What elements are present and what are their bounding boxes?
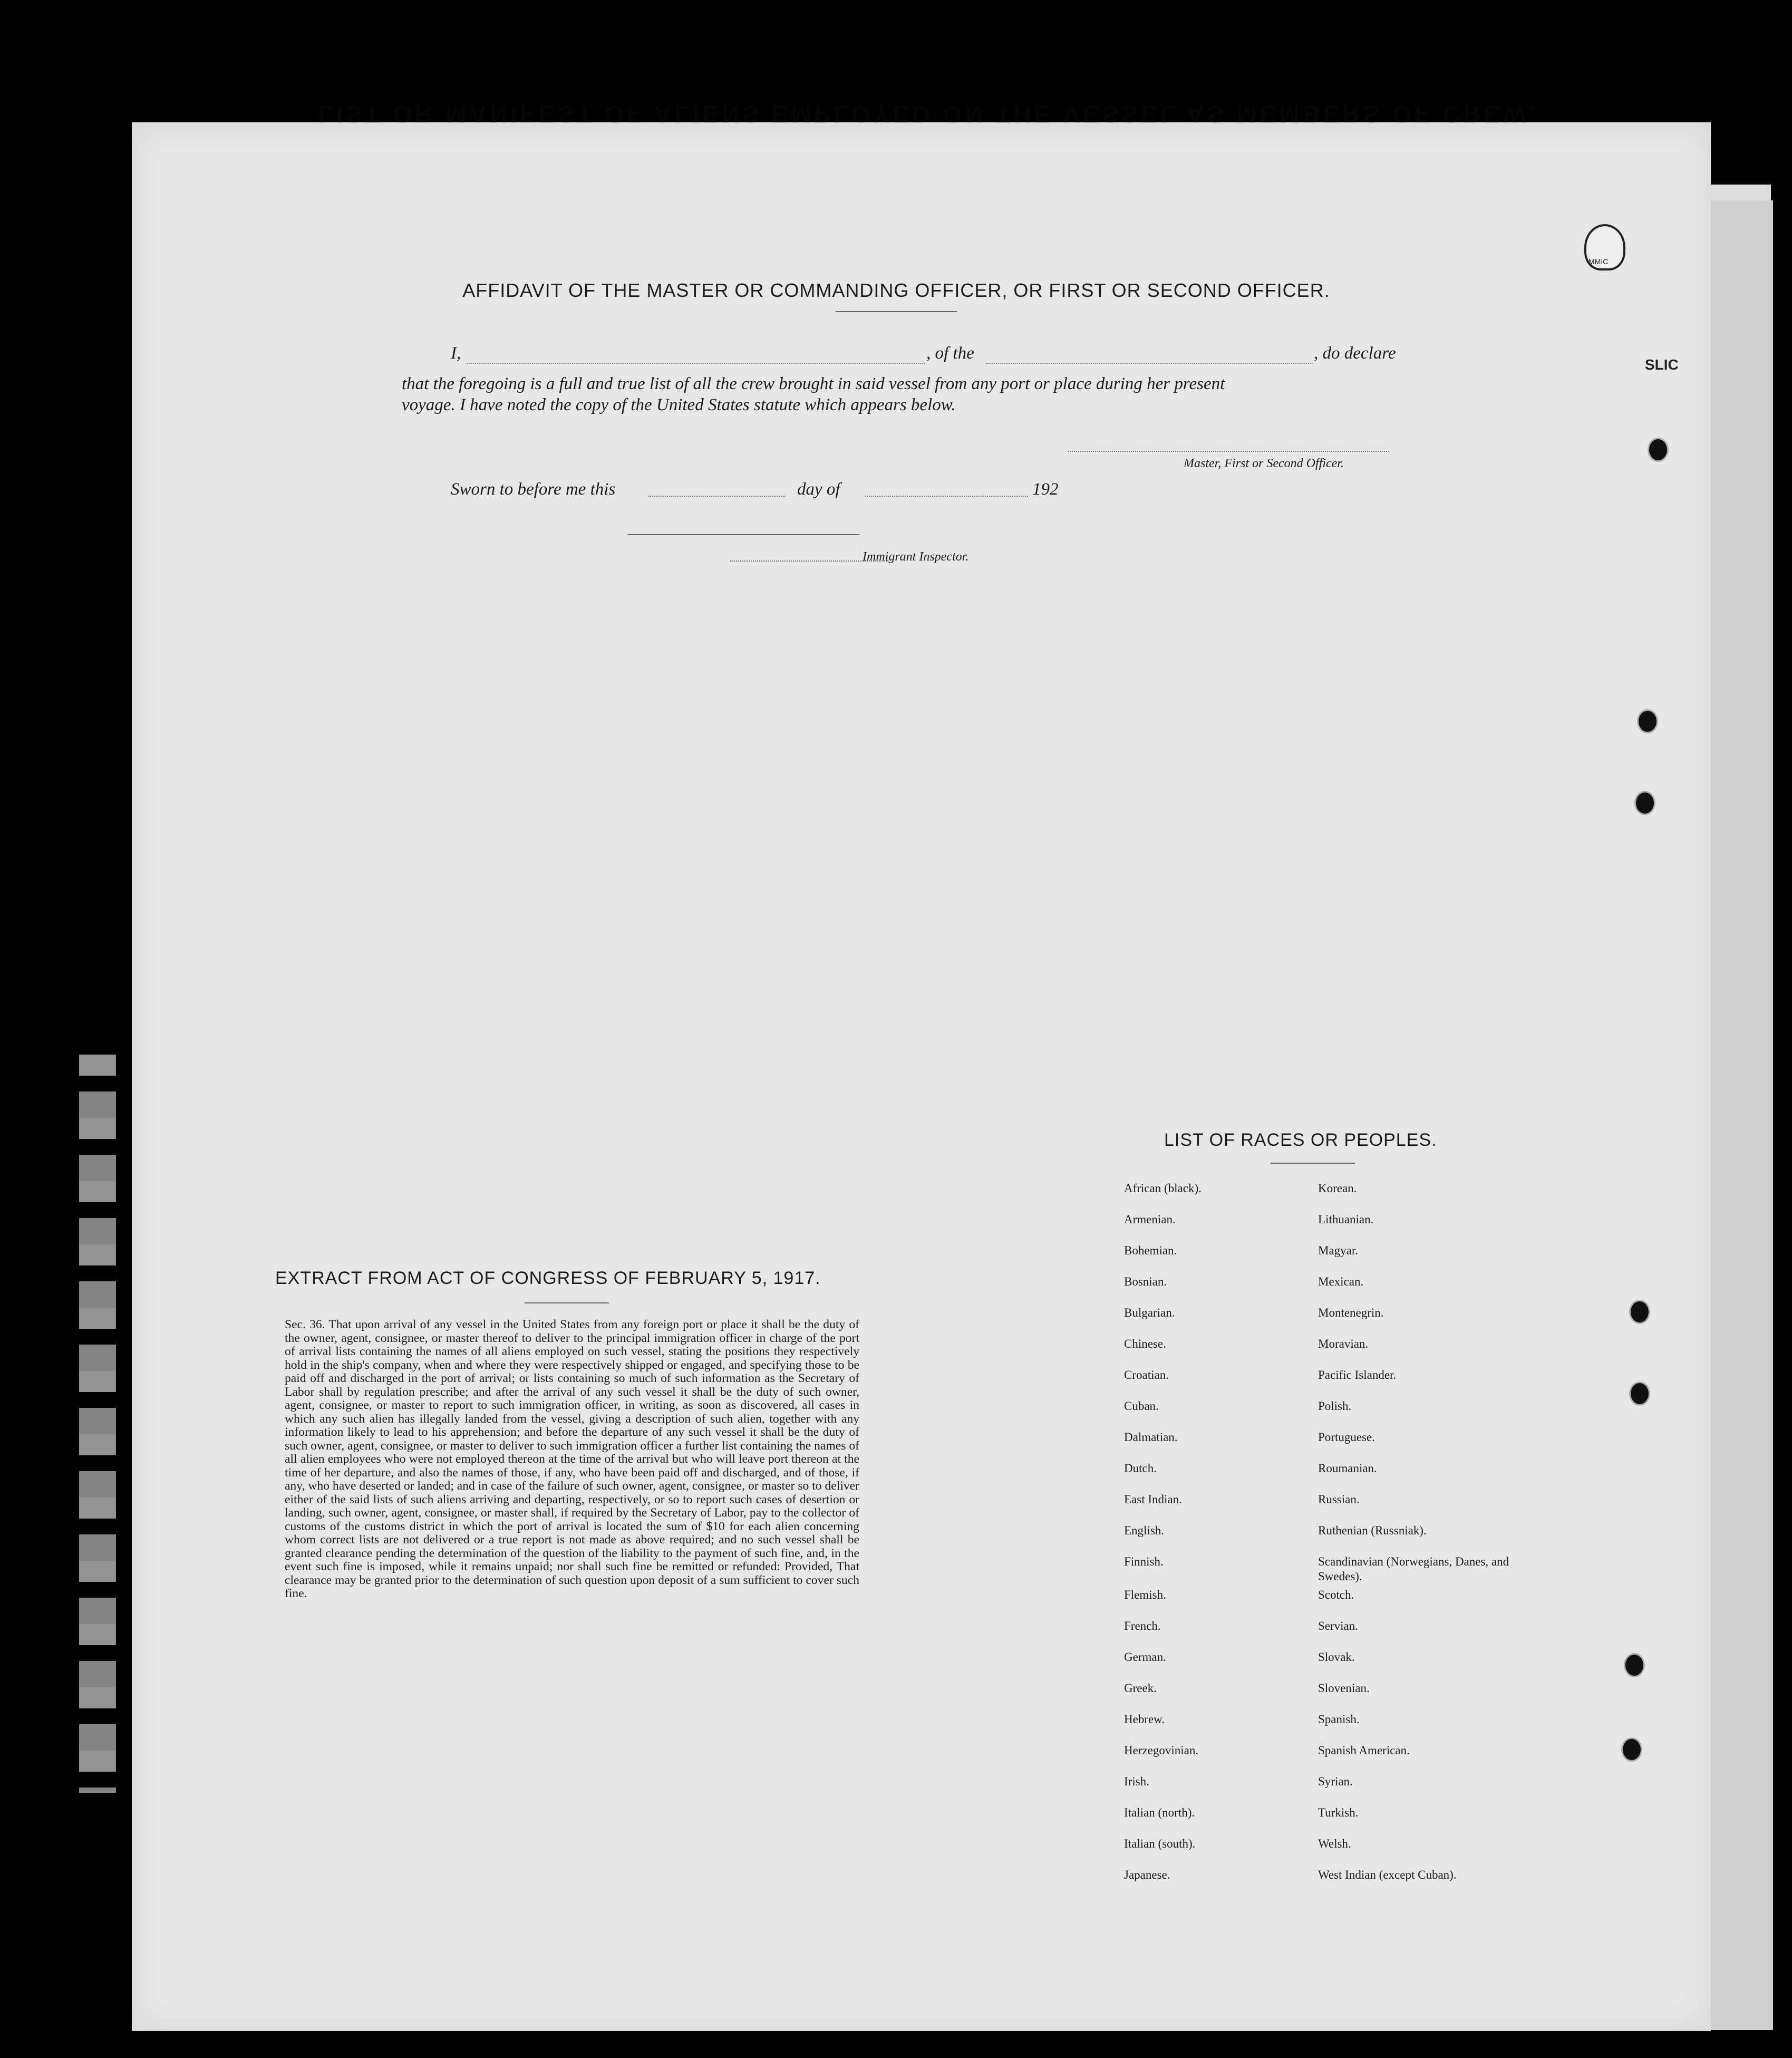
- race-item: Herzegovinian.: [1124, 1744, 1199, 1757]
- race-item: French.: [1124, 1619, 1161, 1632]
- race-item: Spanish.: [1318, 1713, 1360, 1726]
- race-item: Russian.: [1318, 1493, 1360, 1506]
- race-item: Scandinavian (Norwegians, Danes, and Swedes).: [1318, 1555, 1509, 1583]
- punch-hole-icon: [1634, 791, 1655, 815]
- race-item: Bulgarian.: [1124, 1306, 1175, 1319]
- race-item: Polish.: [1318, 1399, 1352, 1413]
- race-item: Slovenian.: [1318, 1682, 1370, 1695]
- race-item: Montenegrin.: [1318, 1306, 1384, 1319]
- affidavit-line-3: voyage. I have noted the copy of the United States statute which appears below.: [402, 395, 956, 414]
- race-item: German.: [1124, 1650, 1166, 1664]
- races-underline: [1271, 1163, 1355, 1164]
- race-item: Slovak.: [1318, 1650, 1355, 1664]
- race-item: Italian (north).: [1124, 1806, 1195, 1819]
- race-item: Greek.: [1124, 1682, 1157, 1695]
- race-item: Chinese.: [1124, 1337, 1166, 1350]
- statute-text: [253, 1318, 859, 1601]
- race-item: Croatian.: [1124, 1368, 1169, 1381]
- race-item: Flemish.: [1124, 1588, 1166, 1601]
- affidavit-of-the: , of the: [926, 344, 974, 363]
- races-title: LIST OF RACES OR PEOPLES.: [1164, 1130, 1437, 1150]
- race-item: West Indian (except Cuban).: [1318, 1868, 1457, 1881]
- race-item: Bosnian.: [1124, 1275, 1167, 1288]
- race-item: Turkish.: [1318, 1806, 1359, 1819]
- title-underline: [836, 311, 957, 312]
- signature-line: [1068, 451, 1389, 452]
- race-item: Japanese.: [1124, 1868, 1170, 1881]
- affidavit-declare: , do declare: [1314, 344, 1396, 363]
- race-item: Pacific Islander.: [1318, 1368, 1397, 1381]
- races-left-column: [1124, 1181, 1324, 1899]
- race-item: Armenian.: [1124, 1213, 1176, 1226]
- vessel-blank-line: [986, 363, 1313, 364]
- race-item: English.: [1124, 1524, 1165, 1537]
- race-item: Dutch.: [1124, 1462, 1157, 1475]
- race-item: Scotch.: [1318, 1588, 1354, 1601]
- race-item: African (black).: [1124, 1182, 1202, 1195]
- statute-underline: [525, 1302, 609, 1303]
- punch-hole-icon: [1648, 438, 1669, 462]
- underlying-sheet-edge: [1703, 200, 1773, 2030]
- punch-hole-icon: [1621, 1737, 1642, 1762]
- corner-text: SLIC: [1645, 356, 1679, 373]
- race-item: Irish.: [1124, 1775, 1149, 1788]
- punch-hole-icon: [1629, 1381, 1650, 1406]
- race-item: East Indian.: [1124, 1493, 1182, 1506]
- tab-text: MMIC: [1588, 257, 1609, 266]
- race-item: Magyar.: [1318, 1244, 1359, 1257]
- race-item: Bohemian.: [1124, 1244, 1177, 1257]
- punch-hole-icon: [1629, 1300, 1650, 1324]
- affidavit-i: I,: [451, 344, 461, 363]
- race-item: Welsh.: [1318, 1837, 1351, 1850]
- sworn-text: Sworn to before me this: [451, 480, 616, 499]
- race-item: Finnish.: [1124, 1555, 1164, 1568]
- race-item: Servian.: [1318, 1619, 1359, 1632]
- race-item: Cuban.: [1124, 1399, 1159, 1413]
- race-item: Korean.: [1318, 1182, 1357, 1195]
- signature-caption: Master, First or Second Officer.: [1184, 457, 1344, 470]
- race-item: Dalmatian.: [1124, 1431, 1178, 1444]
- year-text: 192: [1032, 480, 1059, 499]
- race-item: Syrian.: [1318, 1775, 1353, 1788]
- races-right-column: [1318, 1181, 1518, 1899]
- race-item: Roumanian.: [1318, 1462, 1377, 1475]
- race-item: Lithuanian.: [1318, 1213, 1374, 1226]
- inspector-caption: Immigrant Inspector.: [863, 550, 969, 564]
- race-item: Italian (south).: [1124, 1837, 1196, 1850]
- punch-hole-icon: [1637, 709, 1658, 733]
- affidavit-title: AFFIDAVIT OF THE MASTER OR COMMANDING OFFICER, OR FIRST OR SECOND OFFICER.: [462, 279, 1330, 301]
- sworn-month-line: [865, 496, 1028, 497]
- torn-left-edge: [79, 1055, 116, 1793]
- race-item: Mexican.: [1318, 1275, 1364, 1288]
- bleed-through-header: LIST OR MANIFEST OF ALIENS EMPLOYED ON THE VESSEL AS MEMBERS OF CREW.: [318, 101, 1538, 128]
- punch-hole-icon: [1624, 1653, 1645, 1677]
- statute-title: EXTRACT FROM ACT OF CONGRESS OF FEBRUARY 5, 1917.: [275, 1268, 821, 1288]
- race-item: Portuguese.: [1318, 1431, 1375, 1444]
- affidavit-line-2: that the foregoing is a full and true list of all the crew brought in said vessel from any port or place during her present: [402, 374, 1225, 393]
- race-item: Moravian.: [1318, 1337, 1369, 1350]
- day-of-text: day of: [797, 480, 840, 499]
- statute-paragraph: Sec. 36. That upon arrival of any vessel in the United States from any foreign port or place it shall be the duty of the owner, agent, consignee, or master thereof to deliver to the principal immigration officer in charge of the port of arrival lists containing the names of all aliens employed on such vessel, stating the positions they respectively hold in the ship's company, when and where they were respectively shipped or engaged, and specifying those to be paid off and discharged in the port of arrival; or lists containing so much of such information as the Secretary of Labor shall by regulation prescribe; and after the arrival of any such vessel it shall be the duty of such owner, agent, consignee, or master to report to such immigration officer, in writing, as soon as discovered, all cases in which any such alien has illegally landed from the vessel, giving a description of such alien, together with any information likely to lead to his apprehension; and before the departure of any such vessel it shall be the duty of such owner, agent, consignee, or master to deliver to such immigration officer a further list containing the names of all alien employees who were not employed thereon at the time of the arrival but who will leave port thereon at the time of her departure, and also the names of those, if any, who have been paid off and discharged, and of those, if any, who have deserted or landed; and in case of the failure of such owner, agent, consignee, or master so to deliver either of the said lists of such aliens arriving and departing, respectively, or so to report such cases of desertion or landing, such owner, agent, consignee, or master shall, if required by the Secretary of Labor, pay to the collector of customs of the customs district in which the port of arrival is located the sum of $10 for each alien concerning whom correct lists are not delivered or a true report is not made as above required; and no such vessel shall be granted clearance pending the determination of the question of the liability to the payment of such fine, and, in the event such fine is imposed, while it remains unpaid; nor shall such fine be remitted or refunded: Provided, That clearance may be granted prior to the determination of such question upon deposit of a sum sufficient to cover such fine.: [285, 1318, 859, 1600]
- race-item: Spanish American.: [1318, 1744, 1410, 1757]
- name-blank-line: [467, 363, 925, 364]
- inspector-separator: [627, 534, 859, 535]
- race-item: Ruthenian (Russniak).: [1318, 1524, 1427, 1537]
- sworn-day-line: [648, 496, 786, 497]
- race-item: Hebrew.: [1124, 1713, 1165, 1726]
